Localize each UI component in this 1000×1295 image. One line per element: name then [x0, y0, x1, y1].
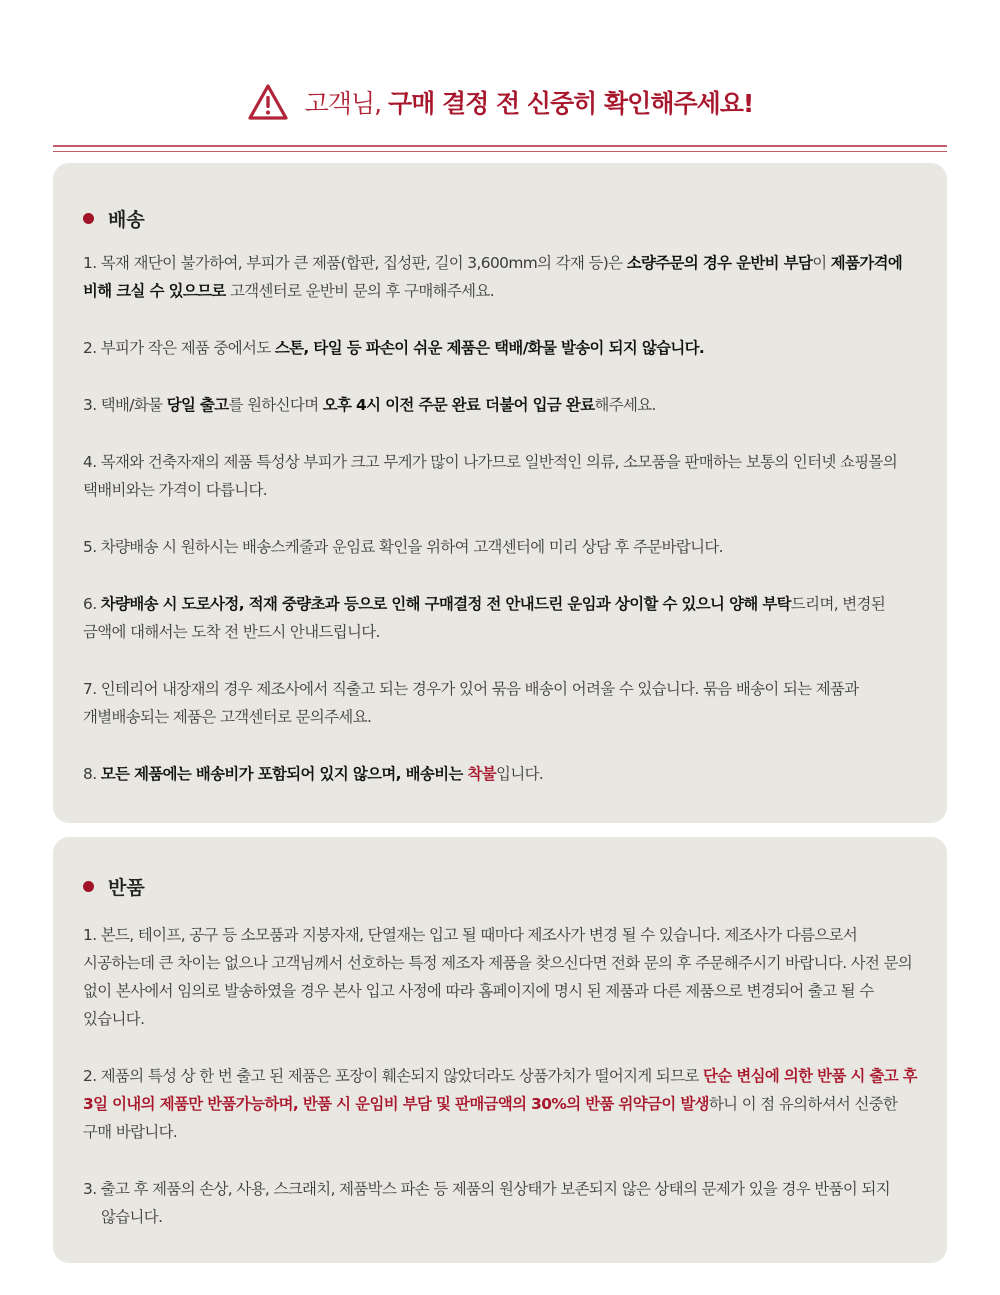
item-text: 7. 인테리어 내장재의 경우 제조사에서 직출고 되는 경우가 있어 묶음 배송이 어려울 수 있습니다. 묶음 배송이 되는 제품과 개별배송되는 제품은 고객센터로 문의주세요. [83, 680, 859, 726]
title-greeting: 고객님, [304, 89, 382, 118]
item-text: 5. 차량배송 시 원하시는 배송스케줄과 운임료 확인을 위하여 고객센터에 미리 상담 후 주문바랍니다. [83, 538, 723, 556]
notice-item [83, 590, 919, 646]
notice-item [83, 1062, 919, 1146]
returns-item-list [83, 921, 919, 1260]
shipping-section-title [83, 205, 145, 232]
item-text: 고객센터로 운반비 문의 후 구매해주세요. [225, 282, 494, 300]
header-divider-top [53, 145, 947, 147]
item-text: 2. 부피가 작은 제품 중에서도 [83, 339, 275, 357]
item-text: 6. [83, 595, 101, 613]
item-text-bold: 오후 4시 이전 주문 완료 더불어 입금 완료 [322, 396, 595, 414]
item-text: 1. 목재 재단이 불가하여, 부피가 큰 제품(합판, 집성판, 길이 3,600mm의 각재 등)은 [83, 254, 627, 272]
item-text: 4. 목재와 건축자재의 제품 특성상 부피가 크고 무게가 많이 나가므로 일반적인 의류, 소모품을 판매하는 보통의 인터넷 쇼핑몰의 택배비와는 가격이 다릅니다. [83, 453, 898, 499]
item-text: 를 원하신다며 [228, 396, 323, 414]
item-text: 입니다. [496, 765, 544, 783]
item-text: 하니 이 점 유의하셔서 신중한 구매 바랍니다. [83, 1095, 898, 1141]
shipping-item-list [83, 249, 919, 817]
notice-item [83, 391, 919, 419]
item-text-highlight: 단순 변심에 의한 반품 시 출고 후 3일 이내의 제품만 반품가능하며, 반품 시 운임비 부담 및 판매금액의 30%의 반품 위약금이 발생 [83, 1067, 918, 1113]
notice-item [83, 675, 919, 731]
item-text: 드리며, 변경된 금액에 대해서는 도착 전 반드시 안내드립니다. [83, 595, 886, 641]
returns-panel [53, 837, 947, 1263]
item-text-bold: 제품가격에 비해 크실 수 있으므로 [83, 254, 903, 300]
returns-title-text: 반품 [108, 877, 145, 899]
bullet-icon [83, 213, 94, 224]
item-text-bold: 스톤, 타일 등 파손이 쉬운 제품은 택배/화물 발송이 되지 않습니다. [274, 339, 705, 357]
shipping-panel [53, 163, 947, 823]
page-title [305, 84, 754, 120]
shipping-title-text: 배송 [108, 209, 145, 231]
notice-header [0, 78, 1000, 126]
item-text-bold: 모든 제품에는 배송비가 포함되어 있지 않으며, 배송비는 [100, 765, 468, 783]
title-message: 구매 결정 전 신중히 확인해주세요! [388, 89, 754, 118]
header-divider-bottom [53, 151, 947, 152]
item-text: 이 [812, 254, 831, 272]
warning-triangle-icon [247, 83, 289, 121]
bullet-icon [83, 881, 94, 892]
item-text-bold: 당일 출고 [166, 396, 229, 414]
item-text: 1. 본드, 테이프, 공구 등 소모품과 지붕자재, 단열재는 입고 될 때마다 제조사가 변경 될 수 있습니다. 제조사가 다름으로서 시공하는데 큰 차이는 없으나 고객님께서 선호하는 특정 제조자 제품을 찾으신다면 전화 문의 후 주문해주시기 바랍니다. 사전 문의 없이 본사에서 임의로 발송하였을 경우 본사 입고 사정에 따라 홈페이지에 명시 된 제품과 다른 제품으로 변경되어 출고 될 수 있습니다. [83, 926, 913, 1028]
item-text-highlight: 착불 [467, 765, 497, 783]
notice-item [83, 1175, 919, 1231]
returns-section-title [83, 873, 145, 900]
notice-item [83, 334, 919, 362]
item-text-bold: 소량주문의 경우 운반비 부담 [626, 254, 813, 272]
notice-item [83, 921, 919, 1033]
item-text: 2. 제품의 특성 상 한 번 출고 된 제품은 포장이 훼손되지 않았더라도 상품가치가 떨어지게 되므로 [83, 1067, 704, 1085]
item-text: 해주세요. [594, 396, 656, 414]
item-text-bold: 차량배송 시 도로사정, 적재 중량초과 등으로 인해 구매결정 전 안내드린 운임과 상이할 수 있으니 양해 부탁 [100, 595, 791, 613]
notice-item [83, 760, 919, 788]
item-text: 3. 출고 후 제품의 손상, 사용, 스크래치, 제품박스 파손 등 제품의 원상태가 보존되지 않은 상태의 문제가 있을 경우 반품이 되지 않습니다. [83, 1180, 891, 1226]
notice-item [83, 448, 919, 504]
notice-item [83, 249, 919, 305]
item-text: 8. [83, 765, 101, 783]
item-text: 3. 택배/화물 [83, 396, 167, 414]
notice-item [83, 533, 919, 561]
